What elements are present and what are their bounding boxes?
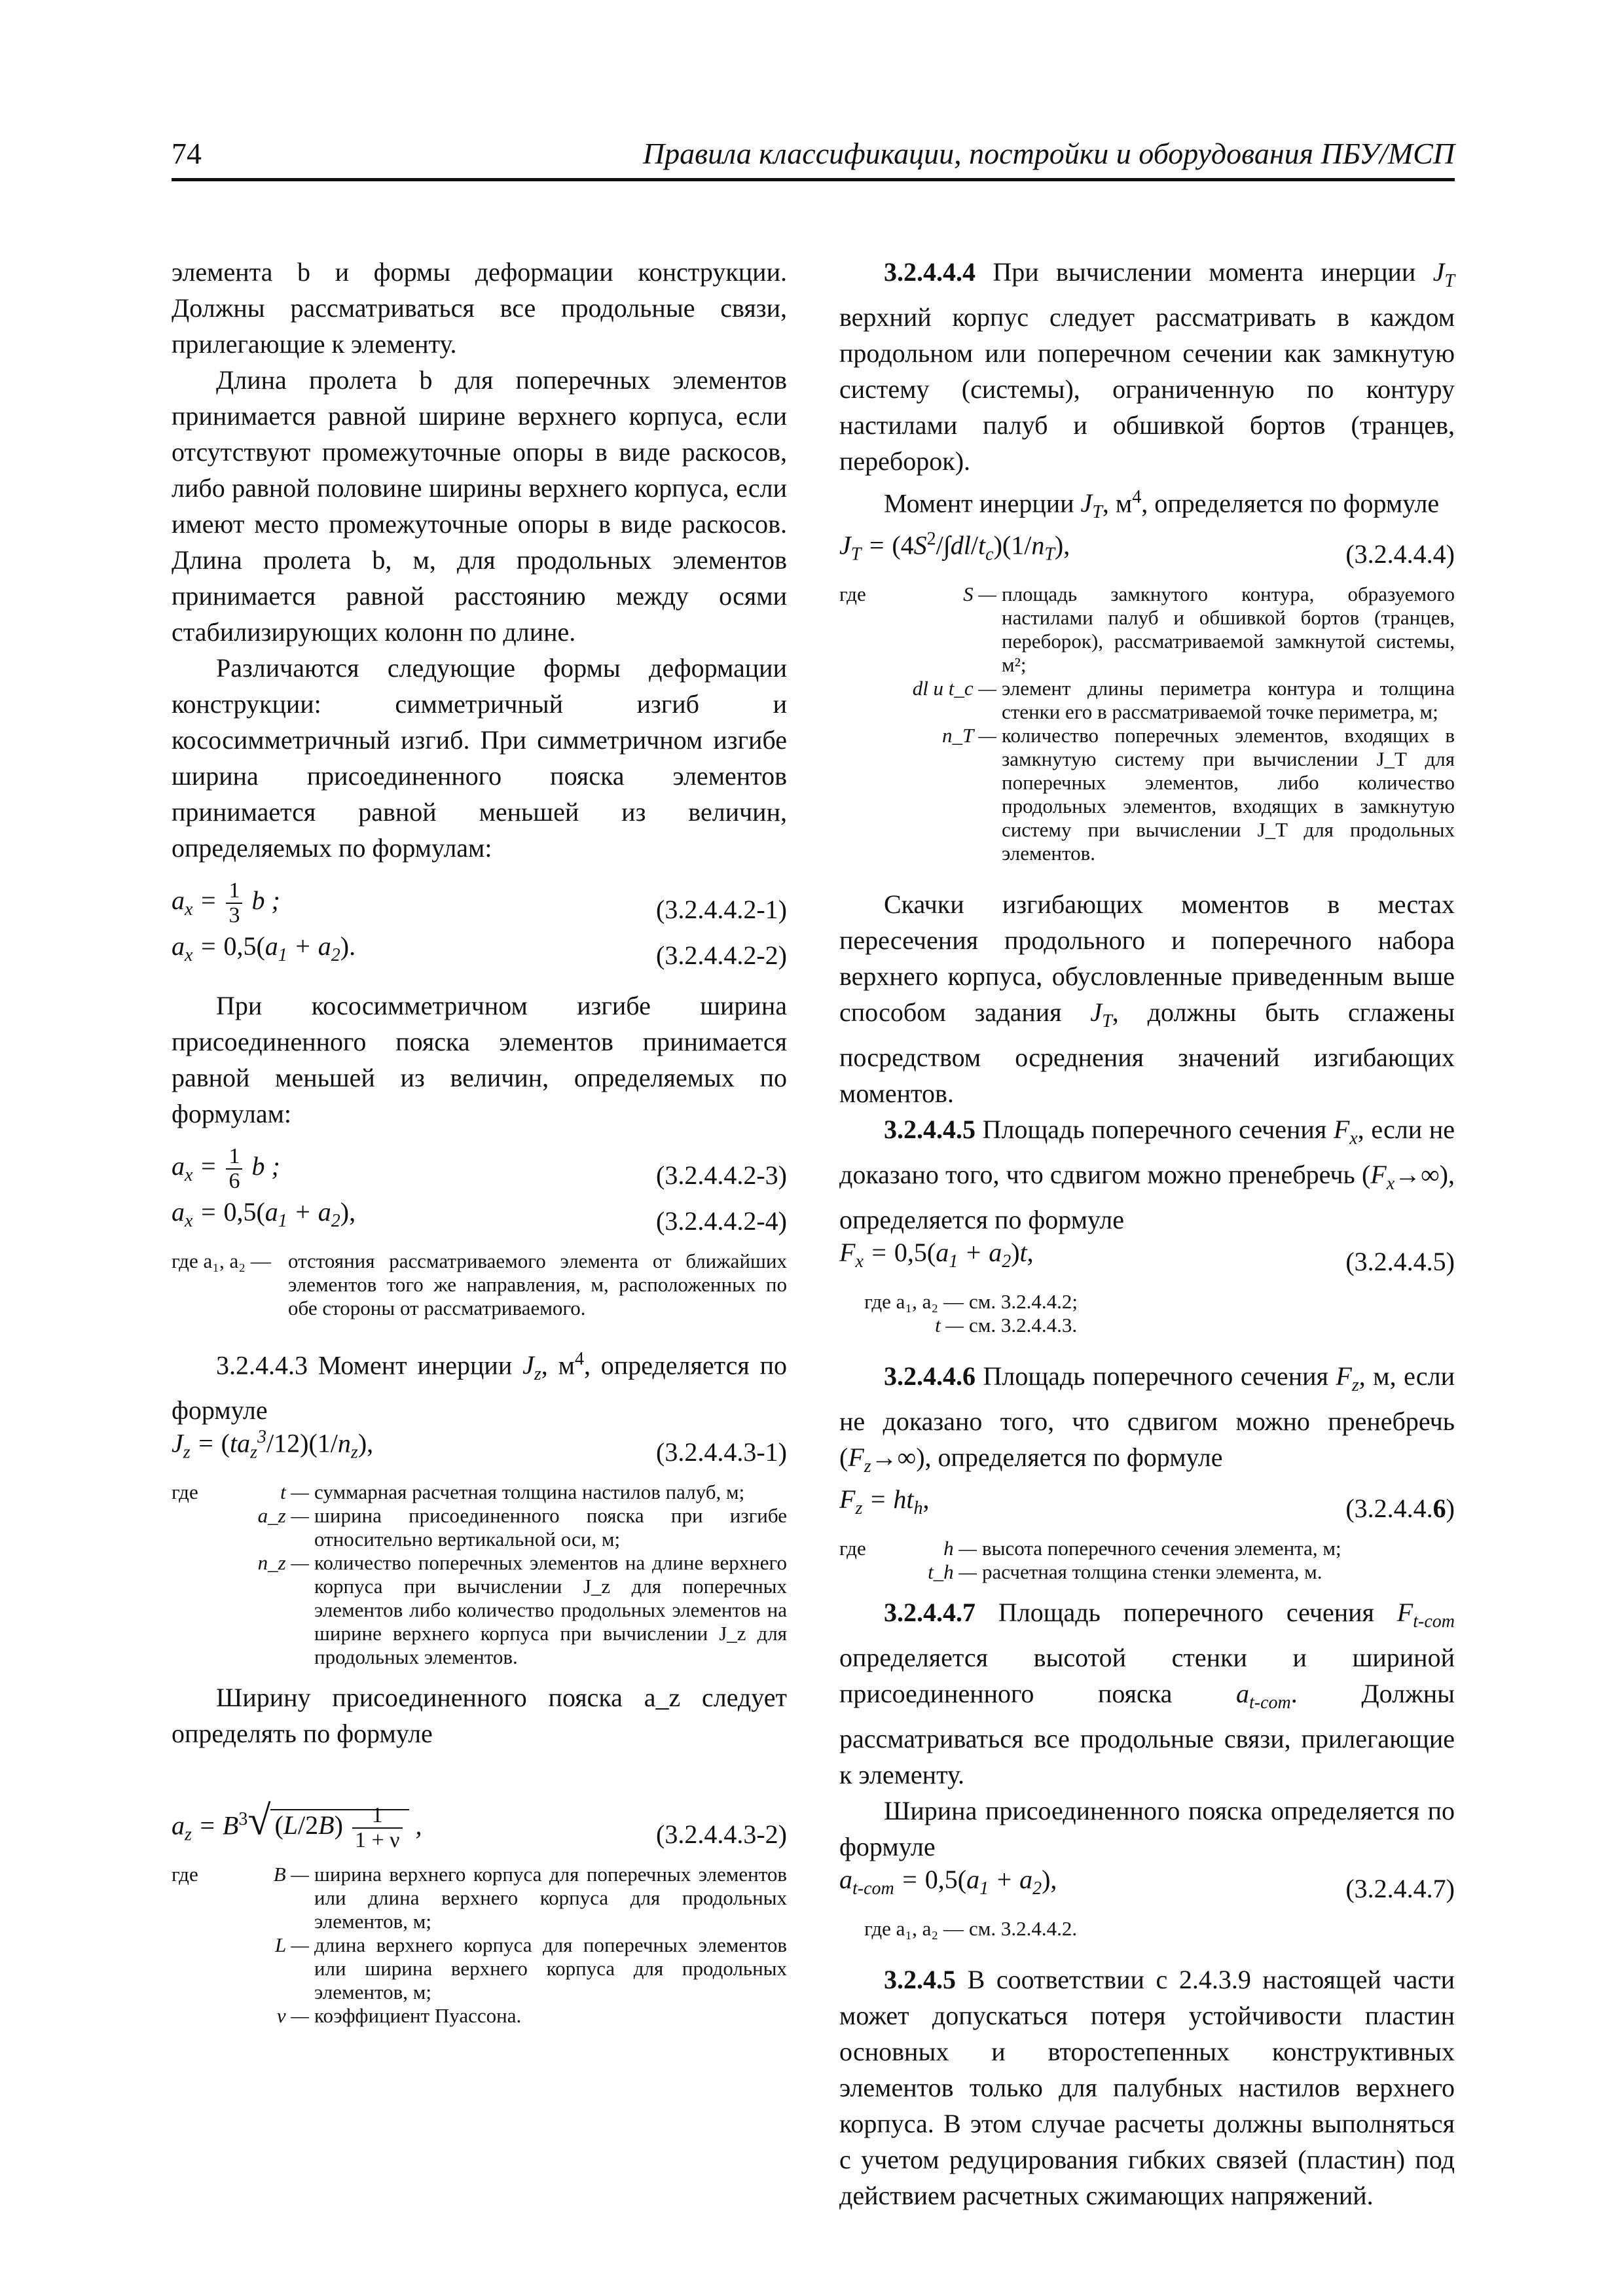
formula-expression: $a_z = B^3√$ (L/2B) $\frac{1}{1 + \nu}$ , [172, 1797, 422, 1853]
formula-expression: $a_{t-com} = 0,5(a_1 + a_2)$, [839, 1865, 1057, 1899]
formula-number: (3.2.4.4.4) [1345, 539, 1455, 569]
paragraph: элемента b и формы деформации конструкции. Должны рассматриваться все продольные связи, прилегающие к элементу. [172, 257, 787, 359]
left-column [172, 254, 787, 2033]
paragraph: Скачки изгибающих моментов в местах пересечения продольного и поперечного набора верхнего корпуса, обусловленные приведенным выше способом задания $J_T$, должны быть сглажены посредством осреднения значений изгибающих моментов. [839, 889, 1455, 1109]
where-block: где t — суммарная расчетная толщина настилов палуб, м; a_z — ширина присоединенного пояска при изгибе относительно вертикальной оси, м; n_z — количество поперечных элементов на длине верхнего корпуса при вычислении J_z для поперечных элементов либо количество продольных элементов на ширине верхнего корпуса при вычислении J_z для продольных элементов. [172, 1480, 787, 1669]
section-number: 3.2.4.5 [884, 1965, 956, 1995]
formula-3-2-4-4-5 [839, 1238, 1455, 1283]
paragraph: 3.2.4.4.3 Момент инерции $J_z$, $м^4$, определяется по формуле [172, 1349, 788, 1426]
formula-expression: $J_T = (4S^2/\int dl/t_c)(1/n_T)$, [839, 529, 1070, 565]
formula-3-2-4-4-3-2 [172, 1758, 787, 1856]
formula-expression: $a_x$ = $\frac{1}{3}$ b ; [172, 878, 280, 927]
formula-3-2-4-4-2-2 [172, 931, 787, 977]
formula-number: (3.2.4.4.2-2) [656, 941, 787, 970]
section-number: 3.2.4.4.5 [884, 1115, 976, 1145]
formula-number: (3.2.4.4.7) [1345, 1874, 1455, 1904]
formula-3-2-4-4-2-3 [172, 1138, 787, 1197]
formula-expression: $a_x = 0,5(a_1 + a_2)$. [172, 931, 356, 965]
running-title: Правила классификации, постройки и оборудования ПБУ/МСП [642, 137, 1455, 170]
formula-expression: $a_x$ = $\frac{1}{6}$ b ; [172, 1143, 280, 1193]
paragraph: 3.2.4.4.6 Площадь поперечного сечения $F_z$, м, если не доказано того, что сдвигом можно пренебречь $(F_z\to\infty)$, определяется по формуле [839, 1361, 1455, 1477]
paragraph: 3.2.4.5 В соответствии с 2.4.3.9 настоящей части может допускаться потеря устойчивости пластин основных и второстепенных конструктивных элементов только для палубных настилов верхнего корпуса. В этом случае расчеты должны выполняться с учетом редуцирования гибких связей (пластин) под действием расчетных сжимающих напряжений. [839, 1965, 1455, 2211]
where-block: где a₁, a₂ — см. 3.2.4.4.2; t — см. 3.2.4.4.3. [864, 1290, 1078, 1337]
paragraph: При кососимметричном изгибе ширина присоединенного пояска элементов принимается равной меньшей из величин, определяемых по формулам: [172, 991, 787, 1128]
paragraph: 3.2.4.4.4 При вычислении момента инерции $J_T$ верхний корпус следует рассматривать в каждом продольном или поперечном сечении как замкнутую систему (системы), ограниченную по контуру настилами палуб и обшивкой бортов (транцев, переборок). [839, 257, 1455, 476]
section-number: 3.2.4.4.4 [884, 257, 976, 287]
where-text: отстояния рассматриваемого элемента от ближайших элементов того же направления, м, расположенных по обе стороны от рассматриваемого. [288, 1249, 787, 1319]
formula-number: (3.2.4.4.2-1) [656, 895, 787, 924]
section-number: 3.2.4.4.3 [216, 1350, 308, 1380]
formula-number: (3.2.4.4.6) [1345, 1494, 1455, 1524]
formula-number: (3.2.4.4.2-3) [656, 1160, 787, 1190]
formula-expression: $J_z = (ta_z^3/12)(1/n_z)$, [172, 1427, 374, 1463]
where-block: где h — высота поперечного сечения элемента, м; t_h — расчетная толщина стенки элемента, м. [839, 1537, 1341, 1584]
paragraph: Ширину присоединенного пояска a_z следует определять по формуле [172, 1683, 787, 1749]
where-block [172, 1249, 787, 1320]
formula-number: (3.2.4.4.5) [1345, 1247, 1455, 1277]
where-symbol: где a₁, a₂ — [172, 1249, 271, 1272]
formula-number: (3.2.4.4.3-2) [656, 1820, 787, 1850]
page-number: 74 [172, 137, 202, 170]
where-block: где S — площадь замкнутого контура, образуемого настилами палуб и обшивкой бортов (транцев, переборок), рассматриваемой замкнутой системы, м²; dl и t_c — элемент длины периметра контура и толщина стенки его в рассматриваемой точке периметра, м; n_T — количество поперечных элементов, входящих в замкнутую систему при вычислении J_T для поперечных элементов, либо количество продольных элементов, входящих в замкнутую систему при вычислении J_T для продольных элементов. [839, 583, 1455, 865]
paragraph: Длина пролета b для поперечных элементов принимается равной ширине верхнего корпуса, если отсутствуют промежуточные опоры в виде раскосов, либо равной половине ширины верхнего корпуса, если имеют место промежуточные опоры в виде раскосов. Длина пролета b, м, для продольных элементов принимается равной расстоянию между осями стабилизирующих колонн по длине. [172, 365, 787, 647]
header-rule [172, 178, 1455, 181]
paragraph: 3.2.4.4.7 Площадь поперечного сечения $F_{t-com}$ определяется высотой стенки и шириной присоединенного пояска $a_{t-com}$. Должны рассматриваться все продольные связи, прилегающие к элементу. [839, 1598, 1455, 1790]
paragraph: Момент инерции $J_T$, $м^4$, определяется по формуле [884, 487, 1440, 523]
formula-number: (3.2.4.4.2-4) [656, 1206, 787, 1236]
formula-3-2-4-4-4 [839, 529, 1455, 576]
section-number: 3.2.4.4.6 [884, 1361, 976, 1391]
formula-number: (3.2.4.4.3-1) [656, 1437, 787, 1467]
formula-expression: $a_x = 0,5(a_1 + a_2)$, [172, 1197, 356, 1231]
paragraph: 3.2.4.4.5 Площадь поперечного сечения $F_x$, если не доказано того, что сдвигом можно пренебречь $(F_x\to\infty)$, определяется по формуле [839, 1115, 1455, 1235]
where-block: где B — ширина верхнего корпуса для поперечных элементов или длина верхнего корпуса для продольных элементов, м; L — длина верхнего корпуса для поперечных элементов или ширина верхнего корпуса для продольных элементов, м; ν — коэффициент Пуассона. [172, 1863, 787, 2028]
right-column [839, 254, 1455, 2214]
paragraph: Различаются следующие формы деформации конструкции: симметричный изгиб и кососимметричный изгиб. При симметричном изгибе ширина присоединенного пояска элементов принимается равной меньшей из величин, определяемых по формулам: [172, 653, 787, 863]
section-number: 3.2.4.4.7 [884, 1598, 976, 1628]
formula-expression: $F_x = 0,5(a_1 + a_2)t$, [839, 1238, 1034, 1272]
where-block: где a₁, a₂ — см. 3.2.4.4.2. [864, 1917, 1078, 1941]
formula-3-2-4-4-7 [839, 1865, 1455, 1910]
paragraph: Ширина присоединенного пояска определяется по формуле [839, 1796, 1455, 1862]
formula-3-2-4-4-2-4 [172, 1197, 787, 1243]
formula-3-2-4-4-3-1 [172, 1427, 787, 1474]
page-header [172, 136, 1455, 179]
formula-expression: $F_z = ht_h$, [839, 1484, 930, 1519]
formula-3-2-4-4-6 [839, 1484, 1455, 1530]
formula-3-2-4-4-2-1 [172, 872, 787, 931]
